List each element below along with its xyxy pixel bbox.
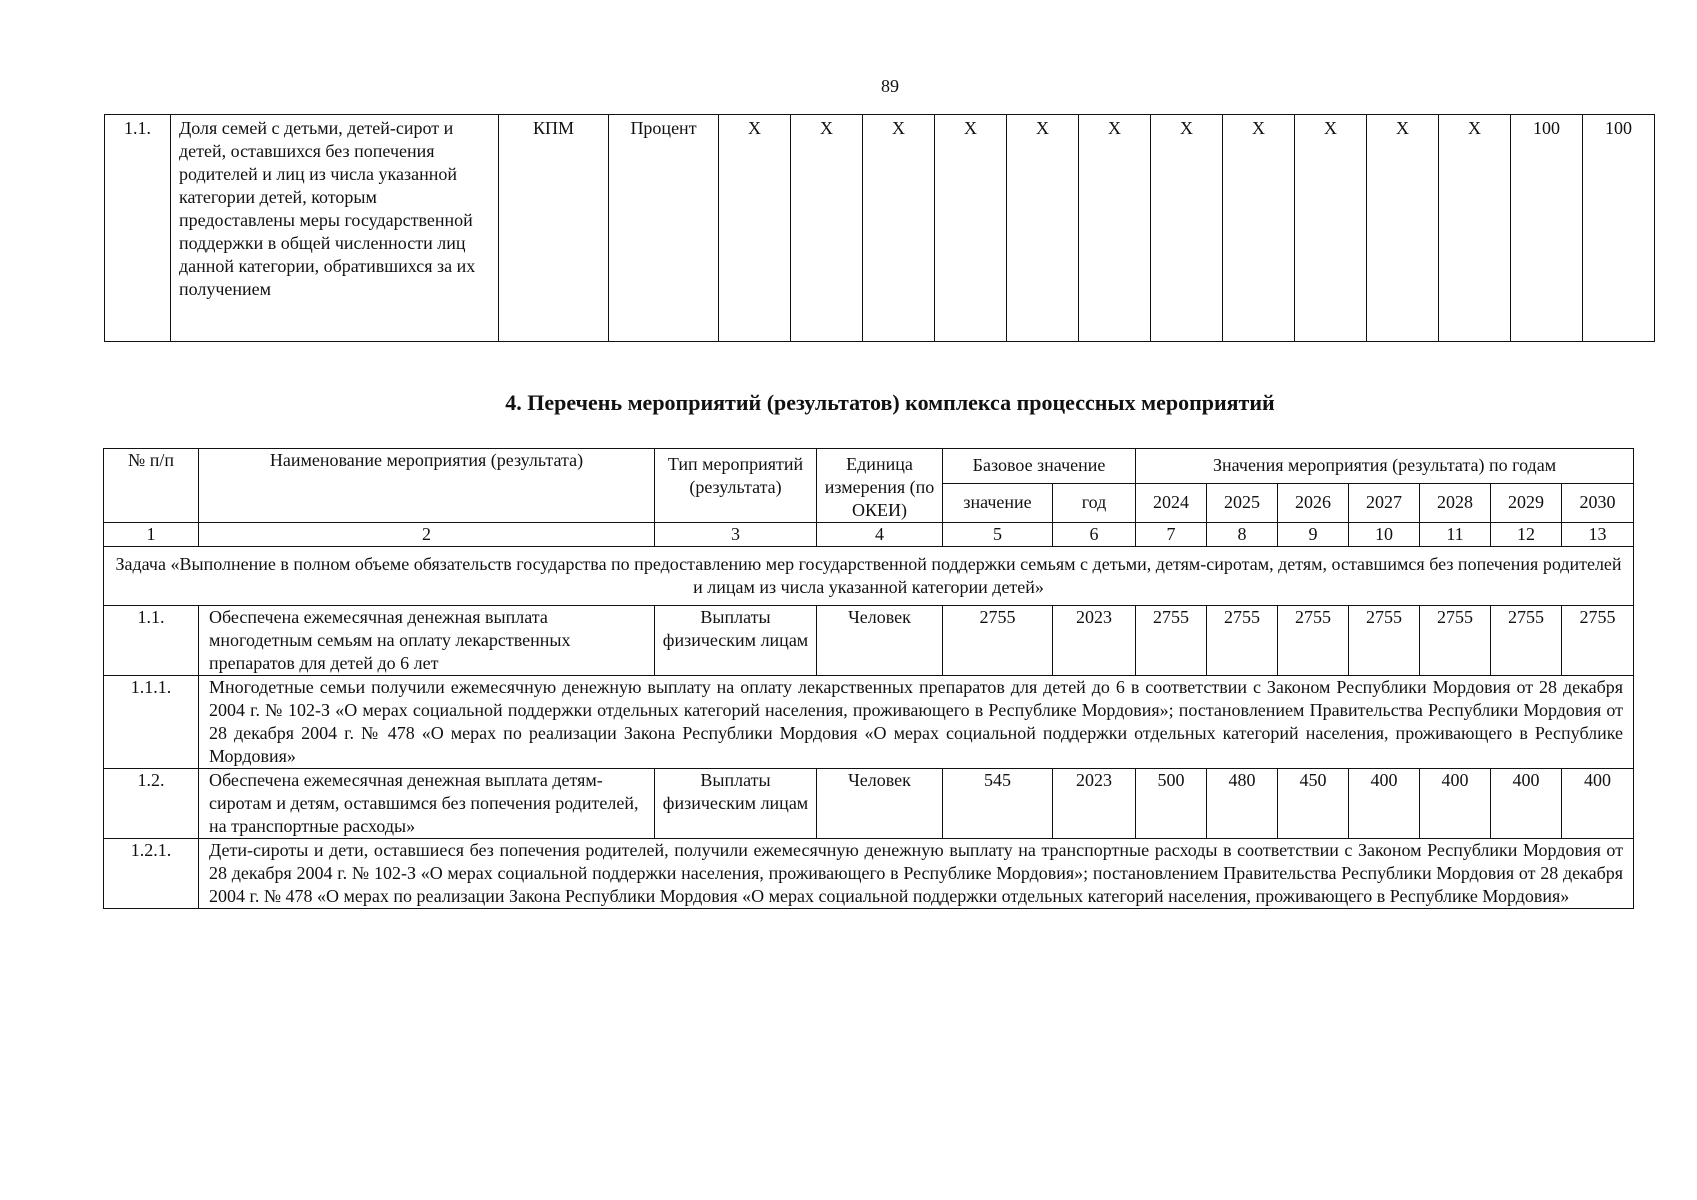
column-number: 6 bbox=[1053, 523, 1136, 547]
header-base-value: значение bbox=[943, 483, 1053, 522]
value-cell: X bbox=[1007, 115, 1079, 342]
activities-table bbox=[103, 448, 1634, 909]
table-row bbox=[105, 115, 1655, 342]
base-year: 2023 bbox=[1053, 606, 1136, 676]
header-row bbox=[104, 449, 1634, 484]
value-cell: X bbox=[1223, 115, 1295, 342]
row-number: 1.1. bbox=[104, 606, 199, 676]
activity-unit: Человек bbox=[817, 606, 943, 676]
value-cell: X bbox=[719, 115, 791, 342]
column-number: 2 bbox=[199, 523, 655, 547]
year-value: 400 bbox=[1349, 769, 1420, 839]
header-year: 2030 bbox=[1562, 483, 1634, 522]
column-number: 8 bbox=[1207, 523, 1278, 547]
activity-name: Обеспечена ежемесячная денежная выплата детям-сиротам и детям, оставшимся без попечения родителей, на транспортные расходы» bbox=[199, 769, 655, 839]
description-row bbox=[104, 676, 1634, 769]
row-number: 1.2. bbox=[104, 769, 199, 839]
header-type: Тип мероприятий (результата) bbox=[655, 449, 817, 523]
column-number: 7 bbox=[1136, 523, 1207, 547]
value-cell: X bbox=[1151, 115, 1223, 342]
base-year: 2023 bbox=[1053, 769, 1136, 839]
row-number: 1.2.1. bbox=[104, 839, 199, 909]
year-value: 2755 bbox=[1136, 606, 1207, 676]
year-value: 2755 bbox=[1207, 606, 1278, 676]
header-year: 2026 bbox=[1278, 483, 1349, 522]
table-row bbox=[104, 606, 1634, 676]
base-value: 2755 bbox=[943, 606, 1053, 676]
header-unit: Единица измерения (по ОКЕИ) bbox=[817, 449, 943, 523]
table-row bbox=[104, 769, 1634, 839]
column-number: 3 bbox=[655, 523, 817, 547]
section-title: 4. Перечень мероприятий (результатов) комплекса процессных мероприятий bbox=[505, 390, 1275, 415]
header-year: 2029 bbox=[1491, 483, 1562, 522]
year-value: 2755 bbox=[1349, 606, 1420, 676]
activity-type: Выплаты физическим лицам bbox=[655, 606, 817, 676]
column-number: 9 bbox=[1278, 523, 1349, 547]
indicator-name: Доля семей с детьми, детей-сирот и детей, оставшихся без попечения родителей и лиц из числа указанной категории детей, которым предоставлены меры государственной поддержки в общей численности лиц данной категории, обратившихся за их получением bbox=[171, 115, 499, 342]
header-name: Наименование мероприятия (результата) bbox=[199, 449, 655, 523]
year-value: 400 bbox=[1491, 769, 1562, 839]
header-base: Базовое значение bbox=[943, 449, 1136, 484]
year-value: 400 bbox=[1562, 769, 1634, 839]
activity-name: Обеспечена ежемесячная денежная выплата многодетным семьям на оплату лекарственных препаратов для детей до 6 лет bbox=[199, 606, 655, 676]
column-number: 11 bbox=[1420, 523, 1491, 547]
header-num: № п/п bbox=[104, 449, 199, 523]
value-cell: X bbox=[1079, 115, 1151, 342]
column-number: 10 bbox=[1349, 523, 1420, 547]
row-number: 1.1. bbox=[105, 115, 171, 342]
indicator-type: КПМ bbox=[499, 115, 609, 342]
value-cell: X bbox=[863, 115, 935, 342]
header-base-year: год bbox=[1053, 483, 1136, 522]
year-value: 2755 bbox=[1420, 606, 1491, 676]
value-cell: X bbox=[1367, 115, 1439, 342]
value-cell: X bbox=[1295, 115, 1367, 342]
activity-type: Выплаты физическим лицам bbox=[655, 769, 817, 839]
year-value: 400 bbox=[1420, 769, 1491, 839]
header-year: 2024 bbox=[1136, 483, 1207, 522]
description-text: Многодетные семьи получили ежемесячную денежную выплату на оплату лекарственных препаратов для детей до 6 в соответствии с Законом Республики Мордовия от 28 декабря 2004 г. № 102-З «О мерах социальной поддержки отдельных категорий населения, проживающего в Республике Мордовия»; постановлением Правительства Республики Мордовия от 28 декабря 2004 г. № 478 «О мерах по реализации Закона Республики Мордовия «О мерах социальной поддержки отдельных категорий населения, проживающего в Республике Мордовия» bbox=[199, 676, 1634, 769]
year-value: 450 bbox=[1278, 769, 1349, 839]
column-number: 4 bbox=[817, 523, 943, 547]
indicator-unit: Процент bbox=[609, 115, 719, 342]
task-text: Задача «Выполнение в полном объеме обязательств государства по предоставлению мер государственной поддержки семьям с детьми, детям-сиротам, детям, оставшимся без попечения родителей и лицам из числа указанной категории детей» bbox=[104, 547, 1634, 606]
value-cell: X bbox=[1439, 115, 1511, 342]
header-by-years: Значения мероприятия (результата) по годам bbox=[1136, 449, 1634, 484]
year-value: 2755 bbox=[1278, 606, 1349, 676]
base-value: 545 bbox=[943, 769, 1053, 839]
value-cell: 100 bbox=[1583, 115, 1655, 342]
column-number: 12 bbox=[1491, 523, 1562, 547]
column-number: 13 bbox=[1562, 523, 1634, 547]
indicators-table-continuation bbox=[104, 114, 1655, 342]
description-row bbox=[104, 839, 1634, 909]
page-number: 89 bbox=[881, 76, 899, 96]
task-row bbox=[104, 547, 1634, 606]
year-value: 2755 bbox=[1491, 606, 1562, 676]
row-number: 1.1.1. bbox=[104, 676, 199, 769]
value-cell: X bbox=[935, 115, 1007, 342]
header-year: 2028 bbox=[1420, 483, 1491, 522]
year-value: 500 bbox=[1136, 769, 1207, 839]
year-value: 2755 bbox=[1562, 606, 1634, 676]
activity-unit: Человек bbox=[817, 769, 943, 839]
header-year: 2027 bbox=[1349, 483, 1420, 522]
column-number: 1 bbox=[104, 523, 199, 547]
description-text: Дети-сироты и дети, оставшиеся без попечения родителей, получили ежемесячную денежную выплату на транспортные расходы в соответствии с Законом Республики Мордовия от 28 декабря 2004 г. № 102-З «О мерах социальной поддержки населения, проживающего в Республике Мордовия»; постановлением Правительства Республики Мордовия от 28 декабря 2004 г. № 478 «О мерах по реализации Закона Республики Мордовия «О мерах социальной поддержки отдельных категорий населения, проживающего в Республике Мордовия» bbox=[199, 839, 1634, 909]
column-number: 5 bbox=[943, 523, 1053, 547]
value-cell: X bbox=[791, 115, 863, 342]
column-numbers-row bbox=[104, 523, 1634, 547]
year-value: 480 bbox=[1207, 769, 1278, 839]
header-year: 2025 bbox=[1207, 483, 1278, 522]
value-cell: 100 bbox=[1511, 115, 1583, 342]
